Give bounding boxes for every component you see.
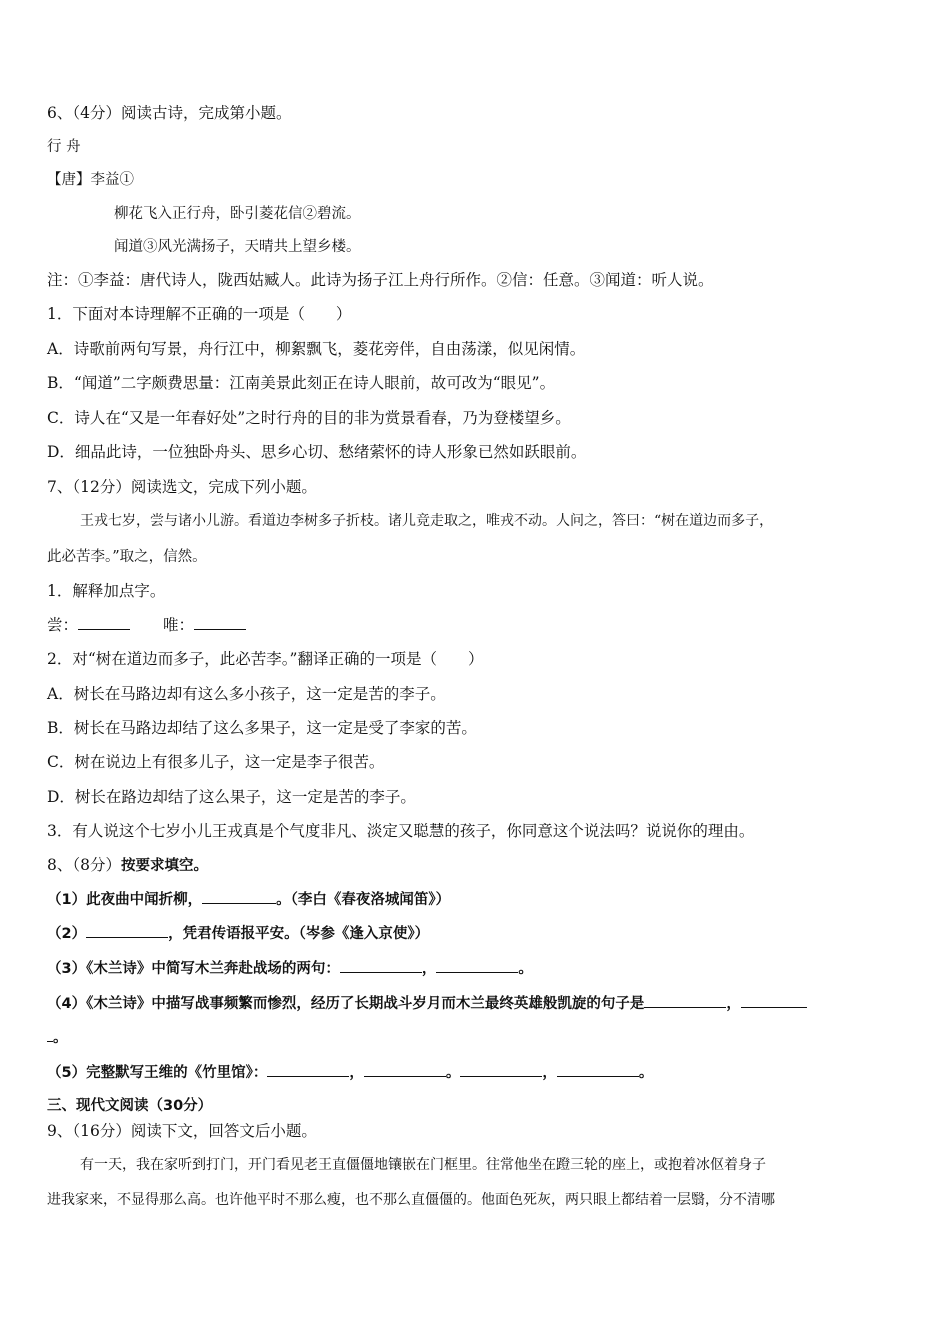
q8-header-score: 8、（8分）: [47, 856, 121, 874]
answer-blank[interactable]: [340, 958, 422, 973]
q7-option-b: B．树长在马路边却结了这么多果子，这一定是受了李家的苦。: [47, 719, 477, 737]
q9-passage-1: 有一天，我在家听到打门，开门看见老王直僵僵地镶嵌在门框里。往常他坐在蹬三轮的座上，或抱着冰伛着身子: [80, 1157, 766, 1173]
q6-option-c: C．诗人在“又是一年春好处”之时行舟的目的非为赏景看春，乃为登楼望乡。: [47, 409, 571, 427]
q7-passage-2: 此必苦李。”取之，信然。: [47, 549, 207, 565]
q7-word-row: [47, 615, 246, 635]
answer-blank[interactable]: [78, 615, 130, 630]
answer-blank[interactable]: [267, 1062, 349, 1077]
q6-option-a: A．诗歌前两句写景，舟行江中，柳絮飘飞，菱花旁伴，自由荡漾，似见闲情。: [47, 340, 586, 358]
answer-blank[interactable]: [364, 1062, 446, 1077]
poem-line-2: 闻道③风光满扬子，天晴共上望乡楼。: [114, 239, 361, 255]
q9-passage-2: 进我家来，不显得那么高。也许他平时不那么瘦，也不那么直僵僵的。他面色死灰，两只眼上都结着一层翳，分不清哪: [47, 1192, 775, 1208]
word-chang-label: 尝：: [47, 616, 79, 634]
q8-item-4-cont: 。: [47, 1027, 68, 1048]
answer-blank[interactable]: [644, 993, 726, 1008]
q6-sub1: 1．下面对本诗理解不正确的一项是（ ）: [47, 305, 352, 323]
answer-blank[interactable]: [86, 923, 168, 938]
q6-option-d: D．细品此诗，一位独卧舟头、思乡心切、愁绪萦怀的诗人形象已然如跃眼前。: [47, 443, 587, 461]
q9-header: 9、（16分）阅读下文，回答文后小题。: [47, 1122, 317, 1140]
section-3-heading: 三、现代文阅读（30分）: [47, 1098, 213, 1114]
q7-header: 7、（12分）阅读选文，完成下列小题。: [47, 478, 317, 496]
word-wei-label: 唯：: [162, 616, 194, 634]
q7-sub1: 1．解释加点字。: [47, 582, 166, 600]
q6-option-b: B．“闻道”二字颇费思量：江南美景此刻正在诗人眼前，故可改为“眼见”。: [47, 374, 556, 392]
q8-header: [47, 855, 208, 876]
answer-blank[interactable]: [741, 993, 807, 1008]
answer-blank[interactable]: [557, 1062, 639, 1077]
q7-option-c: C．树在说边上有很多儿子，这一定是李子很苦。: [47, 753, 385, 771]
poem-title: 行 舟: [47, 139, 81, 155]
poem-note: 注：①李益：唐代诗人，陇西姑臧人。此诗为扬子江上舟行所作。②信：任意。③闻道：听人说。: [47, 271, 714, 289]
q6-header: 6、（4分）阅读古诗，完成第小题。: [47, 104, 292, 122]
q8-item-3: （3）《木兰诗》中简写木兰奔赴战场的两句： ， 。: [47, 958, 533, 979]
q8-header-instruction: 按要求填空。: [120, 858, 208, 874]
q8-item-4: （4）《木兰诗》中描写战事频繁而惨烈，经历了长期战斗岁月而木兰最终英雄般凯旋的句子是 ，: [47, 993, 807, 1014]
q8-item-2: （2） ，凭君传语报平安。（岑参《逢入京使》）: [47, 923, 429, 944]
answer-blank[interactable]: [460, 1062, 542, 1077]
q7-passage-1: 王戎七岁，尝与诸小儿游。看道边李树多子折枝。诸儿竞走取之，唯戎不动。人问之，答曰：“树在道边而多子，: [80, 513, 774, 529]
q7-option-a: A．树长在马路边却有这么多小孩子，这一定是苦的李子。: [47, 685, 446, 703]
answer-blank[interactable]: [202, 889, 276, 904]
q7-sub3: 3．有人说这个七岁小儿王戎真是个气度非凡、淡定又聪慧的孩子，你同意这个说法吗？说说你的理由。: [47, 822, 755, 840]
q8-item-5: （5）完整默写王维的《竹里馆》： ， 。 ， 。: [47, 1062, 653, 1083]
answer-blank[interactable]: [436, 958, 518, 973]
q8-item-1: （1）此夜曲中闻折柳， 。（李白《春夜洛城闻笛》）: [47, 889, 450, 910]
poem-author: 【唐】李益①: [47, 172, 134, 188]
q7-option-d: D．树长在路边却结了这么果子，这一定是苦的李子。: [47, 788, 416, 806]
q7-sub2: 2．对“树在道边而多子，此必苦李。”翻译正确的一项是（ ）: [47, 650, 484, 668]
poem-line-1: 柳花飞入正行舟，卧引菱花信②碧流。: [114, 206, 361, 222]
answer-blank[interactable]: [194, 615, 246, 630]
